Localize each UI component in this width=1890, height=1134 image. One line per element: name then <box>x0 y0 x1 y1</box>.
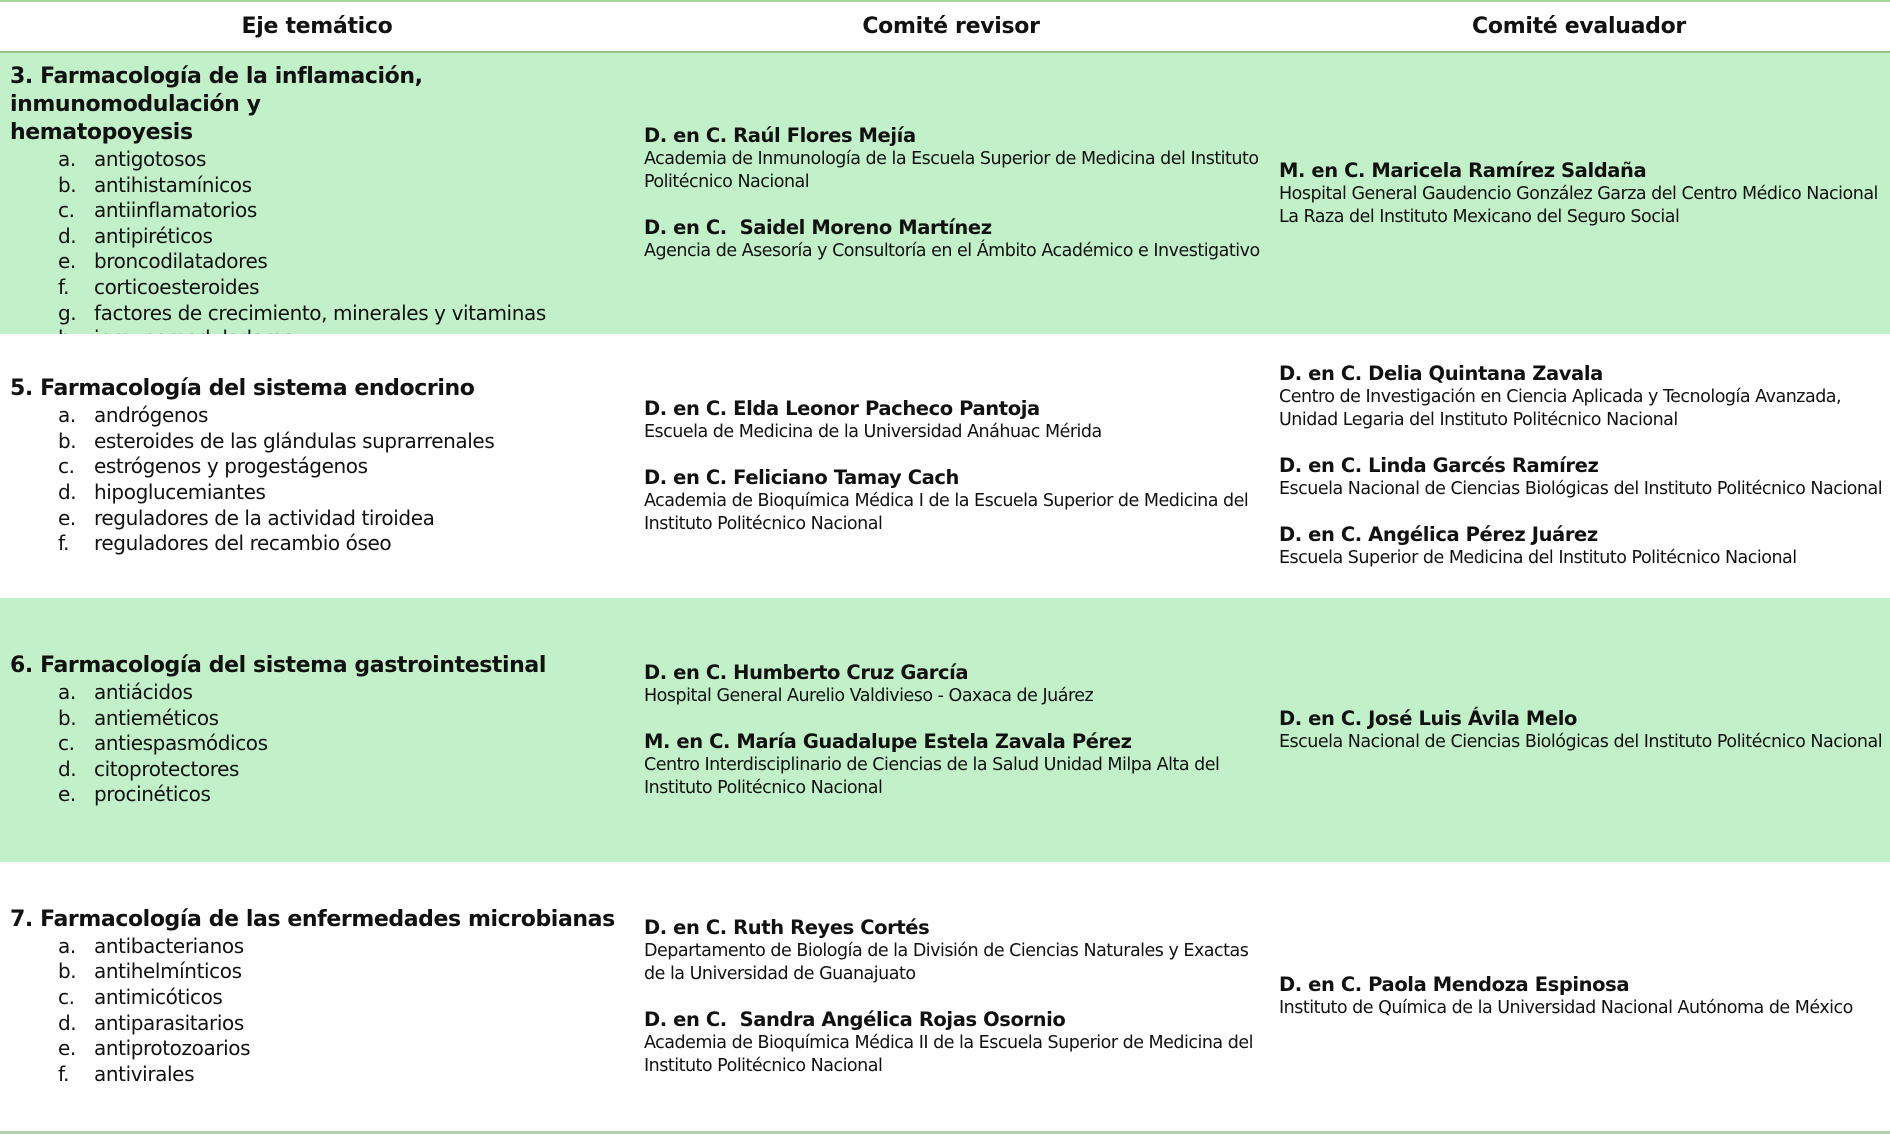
evaluator-name: M. en C. Maricela Ramírez Saldaña <box>1279 158 1647 182</box>
table-row-topic-3 <box>0 53 1890 334</box>
reviewer-name: D. en C. Ruth Reyes Cortés <box>644 915 930 939</box>
header-eje-tematico: Eje temático <box>241 14 393 39</box>
evaluators-cell <box>1268 862 1890 1131</box>
topic-cell <box>0 598 634 862</box>
evaluator-name: D. en C. Delia Quintana Zavala <box>1279 362 1603 385</box>
reviewer <box>644 216 1268 263</box>
list-item: f. antivirales <box>58 1061 195 1086</box>
list-item: b. antihistamínicos <box>58 172 252 197</box>
subtopic-list <box>10 680 634 808</box>
list-item: d. antipiréticos <box>58 223 213 248</box>
evaluator-affiliation: Centro de Investigación en Ciencia Aplicada y Tecnología Avanzada, Unidad Legaria del Instituto Politécnico Nacional <box>1279 387 1842 430</box>
evaluator-name: D. en C. Angélica Pérez Juárez <box>1279 523 1598 546</box>
reviewer-affiliation: Centro Interdisciplinario de Ciencias de la Salud Unidad Milpa Alta del Instituto Politécnico Nacional <box>644 754 1220 798</box>
topic-cell <box>0 53 634 334</box>
list-item: e. broncodilatadores <box>58 249 268 274</box>
evaluators-cell <box>1268 334 1890 598</box>
evaluator-affiliation: Hospital General Gaudencio González Garza del Centro Médico Nacional La Raza del Instituto Mexicano del Seguro Social <box>1279 183 1878 227</box>
reviewer <box>644 730 1268 800</box>
reviewer <box>644 124 1268 194</box>
reviewer-name: D. en C. Elda Leonor Pacheco Pantoja <box>644 396 1040 420</box>
evaluators-cell <box>1268 598 1890 862</box>
reviewer <box>644 1008 1268 1078</box>
topic-title: 5. Farmacología del sistema endocrino <box>10 376 475 402</box>
reviewer-name: M. en C. María Guadalupe Estela Zavala Pérez <box>644 729 1132 753</box>
evaluator <box>1279 707 1890 754</box>
list-item: d. citoprotectores <box>58 756 240 781</box>
topic-cell <box>0 862 634 1131</box>
list-item: b. antieméticos <box>58 705 219 730</box>
list-item: e. antiprotozoarios <box>58 1036 251 1061</box>
evaluator-affiliation: Escuela Nacional de Ciencias Biológicas del Instituto Politécnico Nacional <box>1279 479 1883 499</box>
evaluator <box>1279 523 1890 570</box>
topic-title: 7. Farmacología de las enfermedades microbianas <box>10 906 615 932</box>
subtopic-list <box>10 934 634 1088</box>
header-comite-evaluador: Comité evaluador <box>1472 14 1686 39</box>
evaluator <box>1279 973 1890 1020</box>
header-comite-revisor: Comité revisor <box>862 14 1040 39</box>
evaluator <box>1279 454 1890 501</box>
reviewer-affiliation: Departamento de Biología de la División de Ciencias Naturales y Exactas de la Universidad de Guanajuato <box>644 940 1249 984</box>
list-item: d. antiparasitarios <box>58 1010 244 1035</box>
reviewer-name: D. en C. Raúl Flores Mejía <box>644 124 916 147</box>
list-item: d. hipoglucemiantes <box>58 480 266 504</box>
list-item: b. antihelmínticos <box>58 959 242 984</box>
reviewer <box>644 397 1268 444</box>
reviewer-name: D. en C. Feliciano Tamay Cach <box>644 465 960 489</box>
table-row-topic-6 <box>0 598 1890 862</box>
reviewer-affiliation: Escuela de Medicina de la Universidad Anáhuac Mérida <box>644 421 1102 442</box>
topic-title: 3. Farmacología de la inflamación, inmunomodulación y hematopoyesis <box>10 64 423 145</box>
evaluators-cell <box>1268 53 1890 334</box>
evaluator-affiliation: Instituto de Química de la Universidad Nacional Autónoma de México <box>1279 998 1853 1018</box>
table-row-topic-5 <box>0 334 1890 598</box>
table-row-topic-7 <box>0 862 1890 1131</box>
list-item: c. antiespasmódicos <box>58 731 268 756</box>
reviewer-affiliation: Academia de Bioquímica Médica II de la Escuela Superior de Medicina del Instituto Politécnico Nacional <box>644 1032 1253 1076</box>
reviewer-name: D. en C. Humberto Cruz García <box>644 660 969 684</box>
evaluator-name: D. en C. José Luis Ávila Melo <box>1279 706 1577 730</box>
list-item: a. antibacterianos <box>58 933 244 958</box>
reviewer-affiliation: Agencia de Asesoría y Consultoría en el Ámbito Académico e Investigativo <box>644 241 1260 261</box>
list-item: f. corticoesteroides <box>58 274 260 299</box>
subtopic-list <box>10 403 634 557</box>
evaluator <box>1279 159 1890 229</box>
reviewers-cell <box>634 598 1268 862</box>
reviewers-cell <box>634 862 1268 1131</box>
evaluator-name: D. en C. Paola Mendoza Espinosa <box>1279 973 1630 996</box>
reviewer-name: D. en C. Sandra Angélica Rojas Osornio <box>644 1007 1066 1031</box>
list-item: c. antimicóticos <box>58 984 223 1009</box>
list-item: c. antiinflamatorios <box>58 198 257 223</box>
list-item: e. procinéticos <box>58 782 211 807</box>
evaluator-name: D. en C. Linda Garcés Ramírez <box>1279 454 1599 477</box>
list-item: g. factores de crecimiento, minerales y vitaminas <box>58 300 546 325</box>
list-item: a. antigotosos <box>58 147 207 171</box>
reviewer <box>644 916 1268 986</box>
reviewer-affiliation: Academia de Inmunología de la Escuela Superior de Medicina del Instituto Politécnico Nacional <box>644 149 1259 192</box>
subtopic-list <box>10 147 634 352</box>
reviewers-cell <box>634 334 1268 598</box>
list-item: a. antiácidos <box>58 680 193 705</box>
reviewer-affiliation: Academia de Bioquímica Médica I de la Escuela Superior de Medicina del Instituto Politécnico Nacional <box>644 490 1249 534</box>
reviewer-affiliation: Hospital General Aurelio Valdivieso - Oaxaca de Juárez <box>644 685 1094 706</box>
table-header <box>0 0 1890 53</box>
list-item: f. reguladores del recambio óseo <box>58 531 392 556</box>
list-item: b. esteroides de las glándulas suprarrenales <box>58 428 495 453</box>
reviewers-cell <box>634 53 1268 334</box>
evaluator <box>1279 362 1890 432</box>
topic-title: 6. Farmacología del sistema gastrointestinal <box>10 653 547 679</box>
reviewer <box>644 466 1268 536</box>
reviewer-name: D. en C. Saidel Moreno Martínez <box>644 216 992 239</box>
evaluator-affiliation: Escuela Nacional de Ciencias Biológicas del Instituto Politécnico Nacional <box>1279 731 1883 752</box>
list-item: a. andrógenos <box>58 403 208 428</box>
reviewer <box>644 661 1268 708</box>
list-item: c. estrógenos y progestágenos <box>58 454 368 479</box>
list-item: e. reguladores de la actividad tiroidea <box>58 505 435 530</box>
topic-cell <box>0 334 634 598</box>
evaluator-affiliation: Escuela Superior de Medicina del Instituto Politécnico Nacional <box>1279 548 1797 568</box>
